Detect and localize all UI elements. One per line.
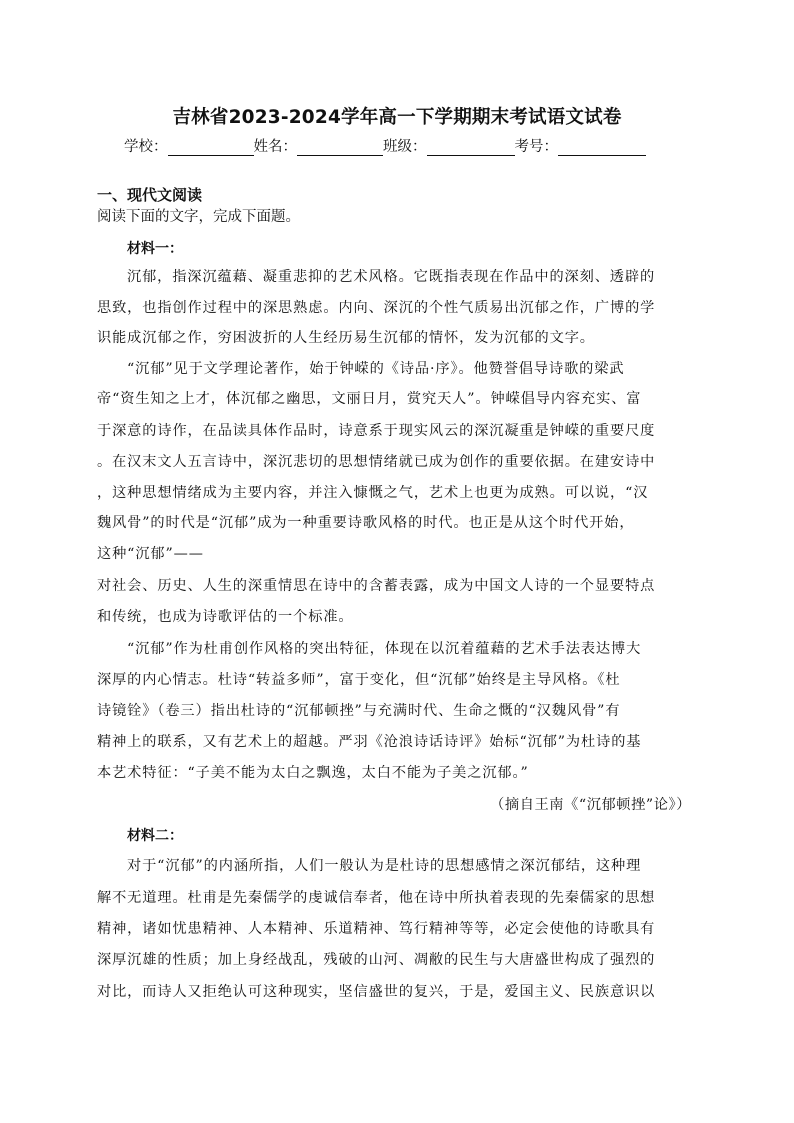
material-two-heading: 材料二： [127, 828, 183, 844]
material-one-source: （摘自王南《“沉郁顿挫”论》） [490, 797, 691, 813]
text-line: 深厚的内心情志。杜诗“转益多师”，富于变化，但“沉郁”始终是主导风格。《杜 [97, 672, 621, 688]
text-line: 这种“沉郁”—— [97, 546, 204, 562]
text-line: 解不无道理。杜甫是先秦儒学的虔诚信奉者，他在诗中所执着表现的先秦儒家的思想 [97, 890, 656, 906]
text-line: 对社会、历史、人生的深重情思在诗中的含蓄表露，成为中国文人诗的一个显要特点 [97, 578, 656, 594]
text-line: 魏风骨”的时代是“沉郁”成为一种重要诗歌风格的时代。也正是从这个时代开始， [97, 515, 635, 531]
school-label: 学校： [124, 139, 168, 155]
text-line: 沉郁，指深沉蕴藉、凝重悲抑的艺术风格。它既指表现在作品中的深刻、透辟的 [127, 269, 656, 285]
text-line: 本艺术特征：“子美不能为太白之飘逸，太白不能为子美之沉郁。” [97, 765, 529, 781]
section-instruction: 阅读下面的文字，完成下面题。 [97, 209, 300, 225]
text-line: 于深意的诗作，在品读具体作品时，诗意系于现实风云的深沉凝重是钟嵘的重要尺度 [97, 423, 656, 439]
text-line: 精神，诸如忧患精神、人本精神、乐道精神、笃行精神等等，必定会使他的诗歌具有 [97, 921, 656, 937]
text-line: 帝“资生知之上才，体沉郁之幽思，文丽日月，赏究天人”。钟嵘倡导内容充实、富 [97, 391, 642, 407]
exam-title: 吉林省2023-2024学年高一下学期期末考试语文试卷 [172, 107, 622, 128]
number-blank[interactable] [558, 140, 646, 156]
section-heading: 一、现代文阅读 [97, 186, 203, 204]
text-line: 深厚沉雄的性质；加上身经战乱，残破的山河、凋敝的民生与大唐盛世构成了强烈的 [97, 952, 656, 968]
class-blank[interactable] [427, 140, 515, 156]
text-line: ，这种思想情绪成为主要内容，并注入慷慨之气，艺术上也更为成熟。可以说，“汉 [97, 485, 649, 501]
text-line: 。在汉末文人五言诗中，深沉悲切的思想情绪就已成为创作的重要依据。在建安诗中 [97, 454, 656, 470]
name-label: 姓名： [253, 139, 297, 155]
name-blank[interactable] [297, 140, 383, 156]
text-line: “沉郁”作为杜甫创作风格的突出特征，体现在以沉着蕴藉的艺术手法表达博大 [127, 641, 642, 657]
school-blank[interactable] [168, 140, 254, 156]
text-line: 诗镜铨》（卷三）指出杜诗的“沉郁顿挫”与充满时代、生命之慨的“汉魏风骨”有 [97, 703, 621, 719]
material-one-heading: 材料一： [127, 241, 183, 257]
text-line: 对比，而诗人又拒绝认可这种现实，坚信盛世的复兴，于是，爱国主义、民族意识以 [97, 984, 656, 1000]
number-label: 考号： [514, 139, 558, 155]
text-line: 精神上的联系，又有艺术上的超越。严羽《沧浪诗话诗评》始标“沉郁”为杜诗的基 [97, 734, 642, 750]
text-line: 对于“沉郁”的内涵所指，人们一般认为是杜诗的思想感情之深沉郁结，这种理 [127, 858, 642, 874]
student-info-row [124, 136, 684, 156]
text-line: 和传统，也成为诗歌评估的一个标准。 [97, 609, 354, 625]
class-label: 班级： [383, 139, 427, 155]
text-line: 识能成沉郁之作，穷困波折的人生经历易生沉郁的情怀，发为沉郁的文字。 [97, 330, 595, 346]
text-line: 思致，也指创作过程中的深思熟虑。内向、深沉的个性气质易出沉郁之作，广博的学 [97, 300, 656, 316]
text-line: “沉郁”见于文学理论著作，始于钟嵘的《诗品·序》。他赞誉倡导诗歌的梁武 [127, 361, 625, 377]
